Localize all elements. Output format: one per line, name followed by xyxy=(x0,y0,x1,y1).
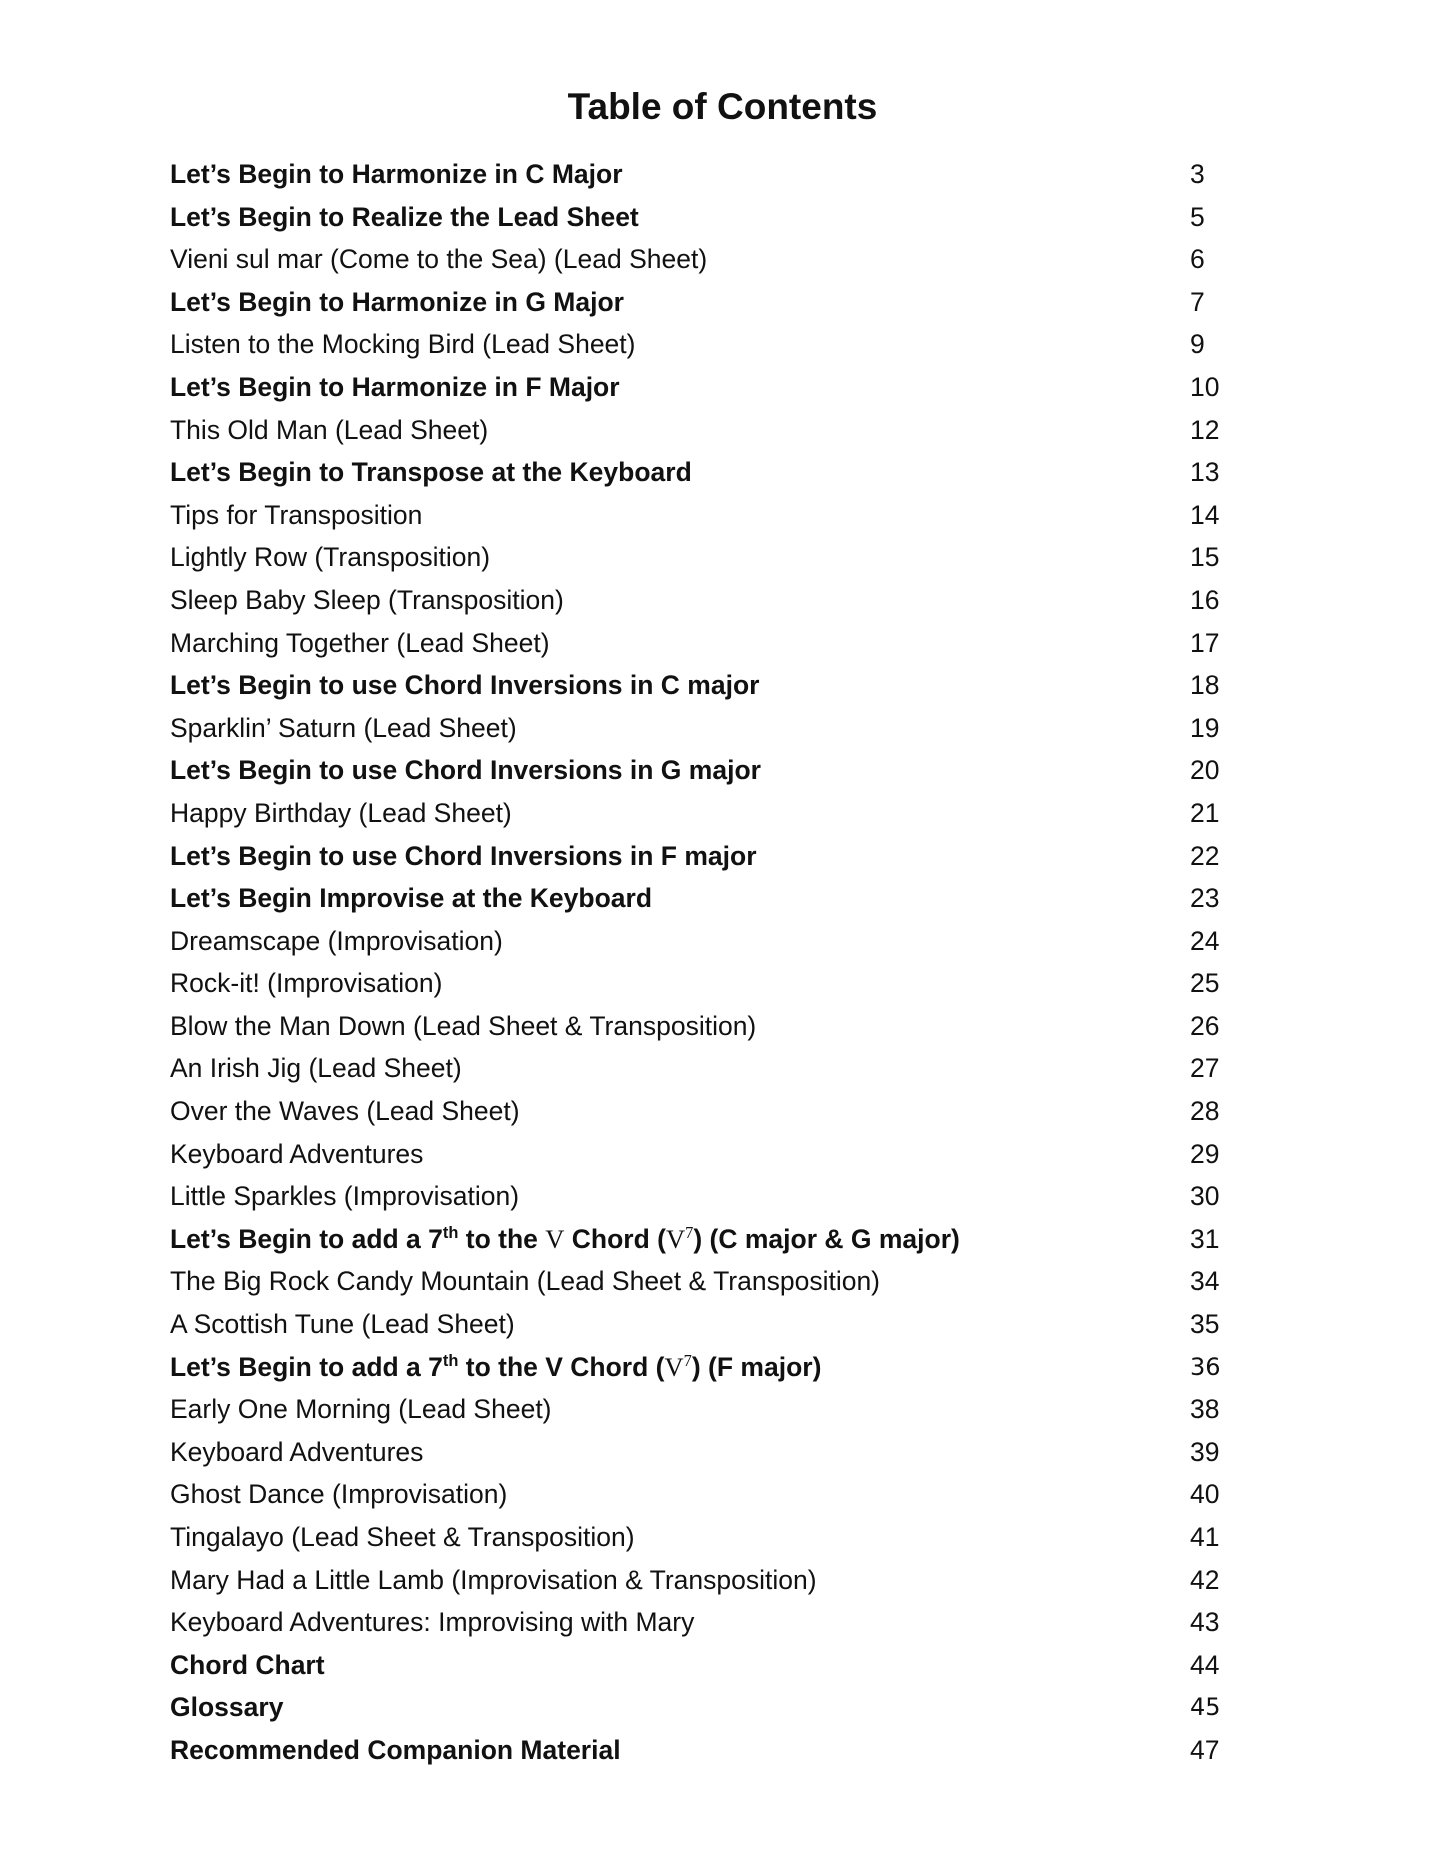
toc-entry-page-number: 41 xyxy=(1190,1522,1220,1552)
toc-entry xyxy=(170,323,1250,366)
toc-entry xyxy=(170,1133,1250,1176)
toc-entry xyxy=(170,1388,1250,1431)
toc-entry xyxy=(170,1346,1250,1389)
toc-entry xyxy=(170,196,1250,239)
toc-entry-title: Keyboard Adventures xyxy=(170,1138,424,1169)
toc-entry-title: Let’s Begin to add a 7th to the V Chord $(V^7)$ (C major & G major) xyxy=(170,1223,960,1254)
toc-entry-page-number: 18 xyxy=(1190,670,1220,701)
toc-entry xyxy=(170,1260,1250,1303)
toc-entry xyxy=(170,1303,1250,1346)
toc-entry-title: Mary Had a Little Lamb (Improvisation & Transposition) xyxy=(170,1564,817,1595)
toc-entry-title: A Scottish Tune (Lead Sheet) xyxy=(170,1309,515,1340)
toc-entry-page-number: 45 xyxy=(1190,1693,1221,1722)
toc-entry-title: Little Sparkles (Improvisation) xyxy=(170,1181,520,1212)
toc-list xyxy=(170,153,1250,1772)
toc-entry-page-number: 35 xyxy=(1190,1309,1220,1340)
toc-entry xyxy=(170,579,1250,622)
toc-entry-title: Let’s Begin to Transpose at the Keyboard xyxy=(170,457,692,488)
toc-entry-title: Let’s Begin to use Chord Inversions in C major xyxy=(170,670,760,701)
toc-entry-page-number: 7 xyxy=(1190,286,1205,317)
toc-entry-title: Recommended Companion Material xyxy=(170,1734,621,1765)
toc-entry xyxy=(170,1729,1250,1772)
toc-entry-page-number: 14 xyxy=(1190,499,1220,530)
toc-entry xyxy=(170,1644,1250,1687)
toc-entry-title: Marching Together (Lead Sheet) xyxy=(170,627,550,658)
toc-entry xyxy=(170,1559,1250,1602)
toc-entry xyxy=(170,1218,1250,1261)
toc-entry-page-number: 17 xyxy=(1190,627,1220,658)
toc-entry-title: Let’s Begin to Realize the Lead Sheet xyxy=(170,201,639,232)
toc-entry-page-number: 20 xyxy=(1190,755,1220,786)
toc-entry-title: Let’s Begin to add a 7th to the V Chord $(V^7)$ (F major) xyxy=(170,1350,822,1382)
toc-entry xyxy=(170,1431,1250,1474)
toc-entry-title: Blow the Man Down (Lead Sheet & Transposition) xyxy=(170,1010,757,1041)
toc-entry xyxy=(170,1473,1250,1516)
toc-entry-page-number: 44 xyxy=(1190,1649,1220,1680)
toc-entry-title: Sleep Baby Sleep (Transposition) xyxy=(170,584,564,615)
toc-entry-page-number: 9 xyxy=(1190,329,1205,360)
toc-entry xyxy=(170,451,1250,494)
toc-entry-title: Glossary xyxy=(170,1692,284,1723)
toc-entry-page-number: 13 xyxy=(1190,457,1220,488)
toc-entry-page-number: 22 xyxy=(1190,840,1220,871)
toc-entry xyxy=(170,622,1250,665)
toc-entry-page-number: 12 xyxy=(1190,414,1220,445)
toc-entry-title: Over the Waves (Lead Sheet) xyxy=(170,1096,520,1127)
toc-entry-title: Let’s Begin to use Chord Inversions in G major xyxy=(170,755,761,786)
toc-entry-title: Rock-it! (Improvisation) xyxy=(170,968,443,999)
toc-entry-page-number: 26 xyxy=(1190,1010,1220,1041)
toc-entry-page-number: 40 xyxy=(1190,1479,1220,1510)
toc-entry xyxy=(170,494,1250,537)
toc-entry-page-number: 38 xyxy=(1190,1394,1220,1425)
toc-entry-title: Tingalayo (Lead Sheet & Transposition) xyxy=(170,1522,635,1552)
toc-entry xyxy=(170,1686,1250,1729)
toc-entry xyxy=(170,1601,1250,1644)
toc-entry-page-number: 6 xyxy=(1190,244,1205,275)
toc-entry-page-number: 30 xyxy=(1190,1181,1220,1212)
toc-entry-page-number: 25 xyxy=(1190,968,1220,999)
toc-entry-page-number: 47 xyxy=(1190,1734,1220,1765)
toc-entry-title: Lightly Row (Transposition) xyxy=(170,542,491,573)
toc-entry-page-number: 3 xyxy=(1190,159,1205,189)
toc-entry-title: Let’s Begin to Harmonize in G Major xyxy=(170,286,624,317)
toc-entry-title: Early One Morning (Lead Sheet) xyxy=(170,1394,552,1425)
toc-entry-page-number: 5 xyxy=(1190,201,1205,232)
toc-entry xyxy=(170,920,1250,963)
toc-entry-title: Listen to the Mocking Bird (Lead Sheet) xyxy=(170,329,636,360)
toc-entry xyxy=(170,1090,1250,1133)
page-title: Table of Contents xyxy=(567,86,878,127)
toc-entry-title: Keyboard Adventures: Improvising with Mary xyxy=(170,1607,695,1638)
toc-entry-title: An Irish Jig (Lead Sheet) xyxy=(170,1053,462,1084)
toc-entry-title: Sparklin’ Saturn (Lead Sheet) xyxy=(170,712,517,743)
toc-entry-page-number: 29 xyxy=(1190,1138,1220,1169)
toc-entry-page-number: 28 xyxy=(1190,1096,1220,1127)
toc-entry-title: Chord Chart xyxy=(170,1649,325,1680)
toc-entry xyxy=(170,1175,1250,1218)
toc-entry-page-number: 36 xyxy=(1190,1352,1221,1381)
toc-entry-page-number: 10 xyxy=(1190,371,1220,402)
toc-entry xyxy=(170,707,1250,750)
toc-entry xyxy=(170,238,1250,281)
toc-entry xyxy=(170,153,1250,196)
toc-entry xyxy=(170,536,1250,579)
toc-entry-title: Ghost Dance (Improvisation) xyxy=(170,1479,508,1510)
toc-entry xyxy=(170,792,1250,835)
toc-entry-page-number: 23 xyxy=(1190,883,1220,914)
toc-entry-title: Keyboard Adventures xyxy=(170,1436,424,1467)
toc-entry-page-number: 31 xyxy=(1190,1223,1220,1254)
toc-entry-page-number: 15 xyxy=(1190,542,1220,573)
toc-entry xyxy=(170,749,1250,792)
toc-entry-title: Vieni sul mar (Come to the Sea) (Lead Sheet) xyxy=(170,244,708,275)
toc-entry-title: The Big Rock Candy Mountain (Lead Sheet & Transposition) xyxy=(170,1266,881,1297)
toc-entry-page-number: 16 xyxy=(1190,584,1220,615)
toc-entry-page-number: 34 xyxy=(1190,1266,1220,1297)
toc-entry xyxy=(170,1047,1250,1090)
toc-entry-title: This Old Man (Lead Sheet) xyxy=(170,414,489,445)
toc-entry-title: Dreamscape (Improvisation) xyxy=(170,925,503,956)
toc-entry-page-number: 43 xyxy=(1190,1607,1220,1638)
toc-entry-page-number: 21 xyxy=(1190,797,1220,828)
toc-entry-title: Let’s Begin to Harmonize in C Major xyxy=(170,159,623,189)
toc-entry xyxy=(170,281,1250,324)
toc-entry-title: Let’s Begin Improvise at the Keyboard xyxy=(170,883,653,914)
toc-entry xyxy=(170,962,1250,1005)
toc-entry-title: Happy Birthday (Lead Sheet) xyxy=(170,797,512,828)
toc-entry-page-number: 24 xyxy=(1190,925,1220,956)
toc-entry xyxy=(170,1516,1250,1559)
toc-entry-title: Let’s Begin to Harmonize in F Major xyxy=(170,371,620,402)
toc-entry xyxy=(170,877,1250,920)
toc-entry-page-number: 27 xyxy=(1190,1053,1220,1084)
toc-entry xyxy=(170,664,1250,707)
toc-entry-title: Let’s Begin to use Chord Inversions in F major xyxy=(170,840,757,871)
toc-entry xyxy=(170,366,1250,409)
toc-entry-page-number: 19 xyxy=(1190,712,1220,743)
toc-entry-page-number: 42 xyxy=(1190,1564,1220,1595)
toc-entry-title: Tips for Transposition xyxy=(170,499,423,530)
toc-entry xyxy=(170,1005,1250,1048)
toc-entry-page-number: 39 xyxy=(1190,1436,1220,1467)
toc-entry xyxy=(170,409,1250,452)
toc-entry xyxy=(170,835,1250,878)
